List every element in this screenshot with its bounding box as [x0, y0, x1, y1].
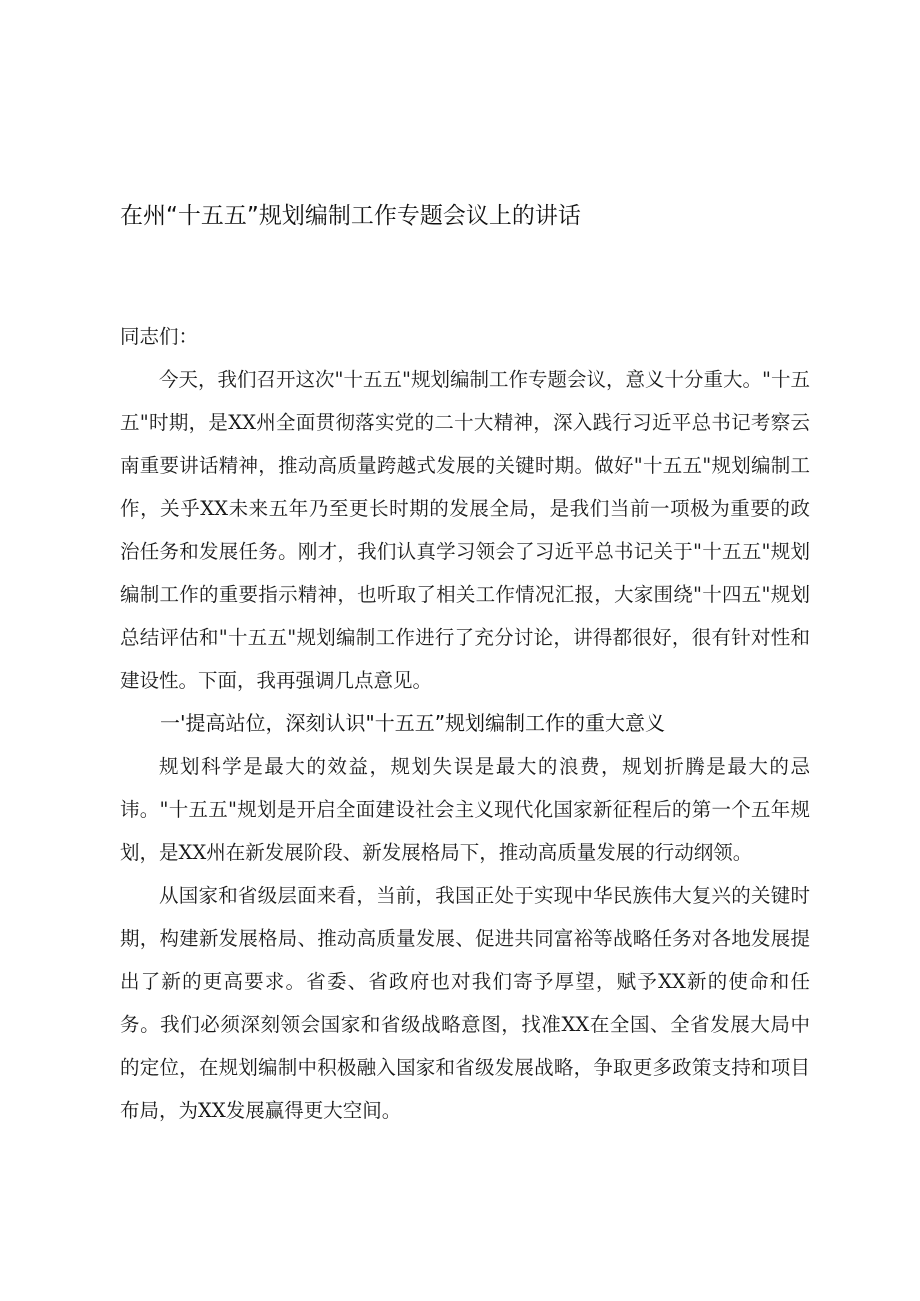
section-paragraph-2: 从国家和省级层面来看，当前，我国正处于实现中华民族伟大复兴的关键时期，构建新发展格局、推动高质量发展、促进共同富裕等战略任务对各地发展提出了新的更高要求。省委、省政府也对我们寄予厚望，赋予XX新的使命和任务。我们必须深刻领会国家和省级战略意图，找准XX在全国、全省发展大局中的定位，在规划编制中积极融入国家和省级发展战略，争取更多政策支持和项目布局，为XX发展赢得更大空间。: [120, 884, 810, 1122]
intro-paragraph: 今天，我们召开这次"十五五"规划编制工作专题会议，意义十分重大。"十五五"时期，是XX州全面贯彻落实党的二十大精神，深入践行习近平总书记考察云南重要讲话精神，推动高质量跨越式发展的关键时期。做好"十五五"规划编制工作，关乎XX未来五年乃至更长时期的发展全局，是我们当前一项极为重要的政治任务和发展任务。刚才，我们认真学习领会了习近平总书记关于"十五五"规划编制工作的重要指示精神，也听取了相关工作情况汇报，大家围绕"十四五"规划总结评估和"十五五"规划编制工作进行了充分讨论，讲得都很好，很有针对性和建设性。下面，我再强调几点意见。: [120, 368, 810, 692]
document-title: 在州“十五五”规划编制工作专题会议上的讲话: [120, 203, 581, 229]
salutation: 同志们：: [120, 325, 199, 348]
section-heading: 一'提高站位，深刻认识"十五五”规划编制工作的重大意义: [160, 711, 666, 735]
section-paragraph-1: 规划科学是最大的效益，规划失误是最大的浪费，规划折腾是最大的忌讳。"十五五"规划是开启全面建设社会主义现代化国家新征程后的第一个五年规划，是XX州在新发展阶段、新发展格局下，推动高质量发展的行动纲领。: [120, 755, 810, 864]
document-body: [120, 315, 810, 1132]
